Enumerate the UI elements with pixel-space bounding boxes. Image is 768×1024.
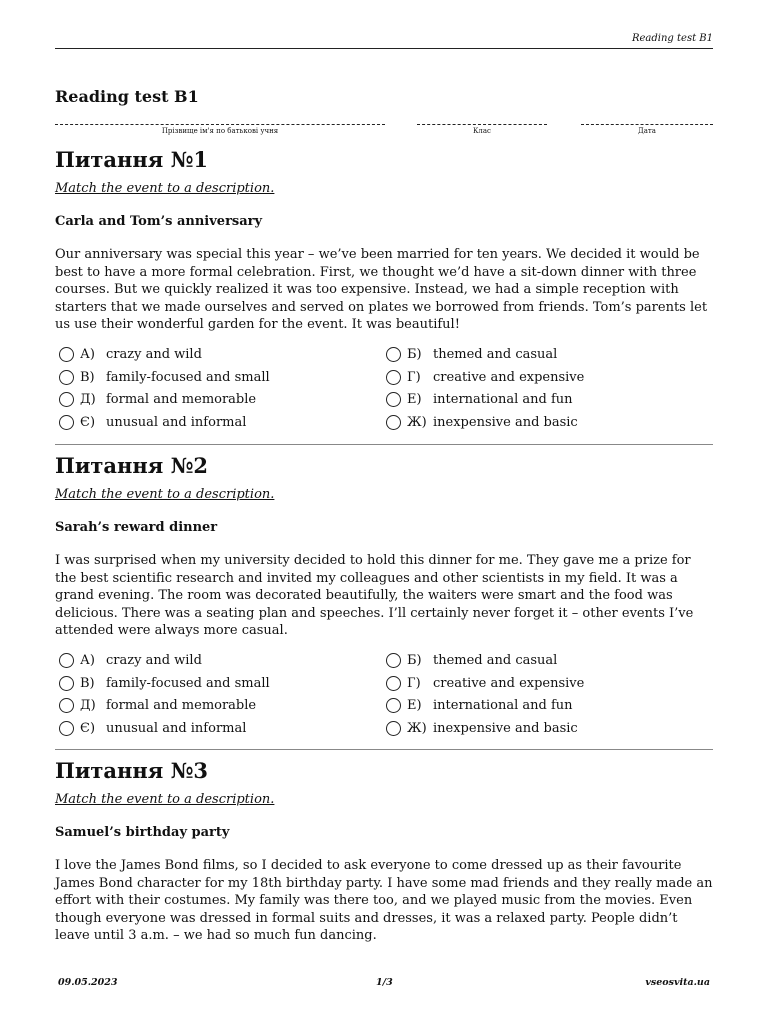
question-title: Питання №2 bbox=[55, 453, 209, 478]
question-passage: Our anniversary was special this year – we’ve been married for ten years. We decided it would be best to have a more formal celebration. First, we thought we’d have a sit-down dinner with three courses. But we quickly realized it was too expensive. Instead, we had a simple reception with starters that we made ourselves and served on plates we borrowed from friends. Tom’s parents let us use their wonderful garden for the event. It was beautiful! bbox=[55, 247, 708, 333]
option-text: themed and casual bbox=[433, 653, 558, 669]
class-line bbox=[417, 114, 547, 125]
radio-icon[interactable] bbox=[59, 653, 74, 668]
radio-icon[interactable] bbox=[386, 676, 401, 691]
option-text: creative and expensive bbox=[433, 675, 585, 691]
footer-site: vseosvita.ua bbox=[645, 977, 710, 988]
footer-page-number: 1/3 bbox=[376, 977, 393, 988]
option-text: unusual and informal bbox=[106, 414, 247, 430]
option-text: formal and memorable bbox=[106, 392, 257, 408]
option-letter: Ж) bbox=[407, 720, 427, 736]
option-v[interactable] bbox=[55, 366, 270, 388]
question-subtitle: Sarah’s reward dinner bbox=[55, 520, 218, 535]
option-a[interactable] bbox=[55, 650, 202, 672]
radio-icon[interactable] bbox=[59, 698, 74, 713]
option-letter: Є) bbox=[80, 720, 96, 736]
option-b[interactable] bbox=[382, 344, 557, 366]
radio-icon[interactable] bbox=[59, 676, 74, 691]
option-text: creative and expensive bbox=[433, 369, 585, 385]
option-zh[interactable] bbox=[382, 411, 578, 433]
option-text: international and fun bbox=[433, 392, 573, 408]
question-instruction: Match the event to a description. bbox=[55, 181, 275, 196]
date-line bbox=[581, 114, 713, 125]
option-letter: Г) bbox=[407, 675, 421, 691]
question-passage: I love the James Bond films, so I decided to ask everyone to come dressed up as their favourite James Bond character for my 18th birthday party. I have some mad friends and they really made an effort with their costumes. My family was there too, and we played music from the movies. Even though everyone was dressed in formal suits and dresses, it was a relaxed party. People didn’t leave until 3 a.m. – we had so much fun dancing. bbox=[55, 858, 713, 944]
question-instruction: Match the event to a description. bbox=[55, 792, 275, 807]
radio-icon[interactable] bbox=[59, 721, 74, 736]
option-a[interactable] bbox=[55, 344, 202, 366]
option-letter: Д) bbox=[80, 698, 96, 714]
question-separator bbox=[55, 444, 713, 445]
question-title: Питання №3 bbox=[55, 758, 209, 783]
radio-icon[interactable] bbox=[59, 415, 74, 430]
option-letter: Ж) bbox=[407, 414, 427, 430]
option-v[interactable] bbox=[55, 672, 270, 694]
option-b[interactable] bbox=[382, 650, 557, 672]
radio-icon[interactable] bbox=[59, 347, 74, 362]
option-letter: А) bbox=[80, 653, 95, 669]
option-text: inexpensive and basic bbox=[433, 720, 578, 736]
name-label: Прізвище ім'я по батькові учня bbox=[161, 127, 279, 135]
option-ye[interactable] bbox=[55, 411, 246, 433]
question-instruction: Match the event to a description. bbox=[55, 487, 275, 502]
option-ye[interactable] bbox=[55, 717, 246, 739]
option-d[interactable] bbox=[55, 389, 256, 411]
option-zh[interactable] bbox=[382, 717, 578, 739]
option-text: unusual and informal bbox=[106, 720, 247, 736]
class-field[interactable] bbox=[417, 114, 547, 135]
radio-icon[interactable] bbox=[386, 653, 401, 668]
option-g[interactable] bbox=[382, 672, 584, 694]
option-text: international and fun bbox=[433, 698, 573, 714]
footer-date: 09.05.2023 bbox=[58, 977, 118, 988]
option-text: family-focused and small bbox=[106, 369, 270, 385]
document-title: Reading test B1 bbox=[55, 87, 199, 106]
header-rule bbox=[55, 48, 713, 49]
question-title: Питання №1 bbox=[55, 147, 209, 172]
option-letter: Е) bbox=[407, 698, 422, 714]
option-text: themed and casual bbox=[433, 347, 558, 363]
option-text: crazy and wild bbox=[106, 347, 202, 363]
name-field[interactable] bbox=[55, 114, 385, 135]
date-label: Дата bbox=[638, 127, 656, 135]
option-letter: А) bbox=[80, 347, 95, 363]
name-line bbox=[55, 114, 385, 125]
radio-icon[interactable] bbox=[386, 721, 401, 736]
class-label: Клас bbox=[473, 127, 491, 135]
option-e[interactable] bbox=[382, 695, 573, 717]
option-e[interactable] bbox=[382, 389, 573, 411]
option-letter: Б) bbox=[407, 653, 422, 669]
question-subtitle: Samuel’s birthday party bbox=[55, 825, 230, 840]
radio-icon[interactable] bbox=[59, 392, 74, 407]
radio-icon[interactable] bbox=[386, 392, 401, 407]
option-g[interactable] bbox=[382, 366, 584, 388]
student-info-row bbox=[55, 114, 713, 138]
radio-icon[interactable] bbox=[386, 415, 401, 430]
radio-icon[interactable] bbox=[386, 370, 401, 385]
question-1 bbox=[55, 147, 713, 434]
option-letter: В) bbox=[80, 675, 95, 691]
radio-icon[interactable] bbox=[386, 347, 401, 362]
option-text: family-focused and small bbox=[106, 675, 270, 691]
option-letter: Г) bbox=[407, 369, 421, 385]
question-passage: I was surprised when my university decided to hold this dinner for me. They gave me a prize for the best scientific research and invited my colleagues and other scientists in my field. It was a grand evening. The room was decorated beautifully, the waiters were smart and the food was delicious. There was a seating plan and speeches. I’ll certainly never forget it – other events I’ve attended were always more casual. bbox=[55, 553, 694, 639]
question-separator bbox=[55, 749, 713, 750]
question-2 bbox=[55, 453, 713, 740]
option-text: inexpensive and basic bbox=[433, 414, 578, 430]
answer-options bbox=[55, 650, 713, 740]
option-letter: В) bbox=[80, 369, 95, 385]
radio-icon[interactable] bbox=[59, 370, 74, 385]
option-letter: Б) bbox=[407, 347, 422, 363]
option-letter: Е) bbox=[407, 392, 422, 408]
date-field[interactable] bbox=[581, 114, 713, 135]
option-letter: Є) bbox=[80, 414, 96, 430]
radio-icon[interactable] bbox=[386, 698, 401, 713]
answer-options bbox=[55, 344, 713, 434]
option-d[interactable] bbox=[55, 695, 256, 717]
question-3 bbox=[55, 758, 713, 945]
option-text: crazy and wild bbox=[106, 653, 202, 669]
running-header: Reading test B1 bbox=[631, 33, 713, 44]
option-letter: Д) bbox=[80, 392, 96, 408]
option-text: formal and memorable bbox=[106, 698, 257, 714]
worksheet-page bbox=[55, 0, 713, 1024]
question-subtitle: Carla and Tom’s anniversary bbox=[55, 214, 263, 229]
